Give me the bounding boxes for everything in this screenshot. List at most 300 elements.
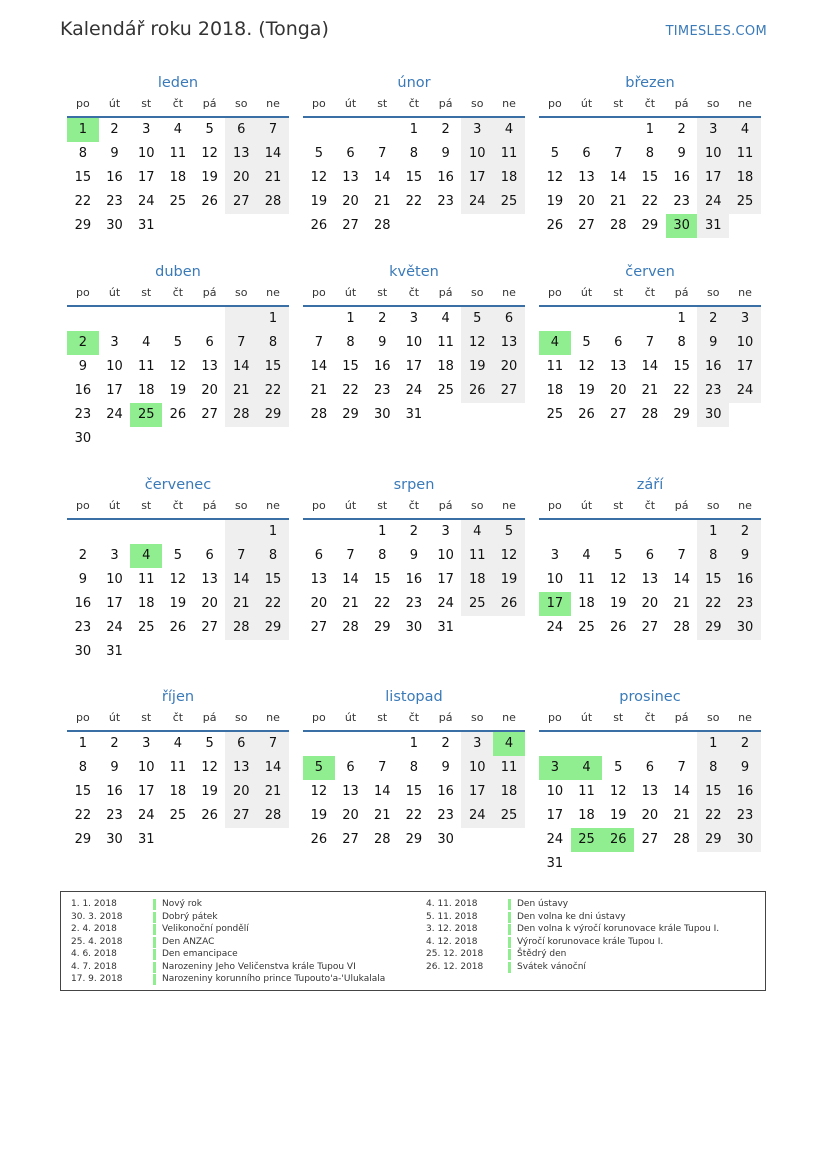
week-row (539, 355, 761, 379)
empty-day-cell (634, 520, 666, 544)
week-row (67, 804, 289, 828)
day-cell: 1 (257, 307, 289, 331)
legend-color-marker (508, 924, 511, 935)
day-cell: 16 (106, 170, 123, 185)
day-cell: 16 (106, 784, 123, 799)
legend-item (71, 923, 385, 936)
legend-date: 4. 11. 2018 (426, 899, 478, 909)
day-cell: 25 (729, 190, 761, 214)
weekday-label: út (108, 711, 121, 724)
weekday-label: ne (266, 711, 280, 724)
day-cell: 25 (169, 194, 187, 209)
day-cell: 5 (614, 548, 623, 563)
weekday-header (67, 283, 289, 307)
week-row (303, 379, 525, 403)
month-5 (303, 261, 525, 427)
weekday-label: st (141, 499, 152, 512)
day-cell: 26 (609, 620, 627, 635)
week-row (67, 640, 289, 664)
legend-holiday-name: Výročí korunovace krále Tupou I. (517, 936, 664, 947)
weekday-label: so (707, 499, 720, 512)
day-cell: 23 (405, 596, 423, 611)
day-cell: 23 (106, 808, 123, 823)
month-name: srpen (393, 477, 435, 493)
day-cell: 26 (310, 218, 328, 233)
day-cell: 4 (441, 311, 450, 326)
day-cell: 6 (346, 760, 355, 775)
week-row (67, 403, 289, 427)
day-cell: 13 (225, 756, 257, 780)
weekday-label: so (235, 499, 248, 512)
legend-column-right (426, 898, 719, 973)
day-cell: 22 (74, 808, 92, 823)
legend-color-marker (508, 937, 511, 948)
day-cell: 19 (609, 808, 627, 823)
week-row (67, 616, 289, 640)
day-cell: 17 (729, 355, 761, 379)
day-cell: 30 (74, 644, 92, 659)
day-cell: 10 (137, 760, 155, 775)
weekday-header (67, 496, 289, 520)
day-cell: 21 (373, 194, 391, 209)
day-cell: 29 (342, 407, 359, 422)
day-cell: 11 (137, 572, 155, 587)
legend-item (71, 898, 385, 911)
day-cell: 5 (493, 520, 525, 544)
weekday-header (539, 94, 761, 118)
day-cell: 31 (697, 214, 729, 238)
day-cell: 30 (437, 832, 454, 847)
day-cell: 16 (437, 170, 454, 185)
weekday-label: út (344, 711, 357, 724)
weekday-label: ne (266, 499, 280, 512)
week-row (67, 756, 289, 780)
legend-holiday-name: Dobrý pátek (162, 911, 218, 922)
day-cell: 29 (74, 218, 92, 233)
weekday-label: po (311, 499, 326, 512)
day-cell: 20 (641, 596, 659, 611)
week-row (67, 307, 289, 331)
week-row (303, 142, 525, 166)
month-name: říjen (161, 689, 195, 705)
month-name: květen (389, 264, 439, 280)
legend-color-marker (508, 912, 511, 923)
day-cell: 15 (74, 784, 92, 799)
day-cell: 16 (673, 170, 690, 185)
day-cell: 24 (137, 808, 155, 823)
day-cell: 11 (137, 359, 155, 374)
weekday-label: pá (202, 97, 217, 110)
weekday-label: so (471, 286, 484, 299)
legend-color-marker (153, 937, 156, 948)
day-cell: 28 (225, 616, 257, 640)
day-cell: 17 (106, 596, 123, 611)
weekday-header (303, 94, 525, 118)
weekday-label: st (377, 97, 388, 110)
day-cell: 9 (78, 359, 87, 374)
day-cell: 3 (461, 732, 493, 756)
day-cell: 23 (437, 808, 454, 823)
day-cell: 7 (378, 146, 387, 161)
day-cell: 9 (378, 335, 387, 350)
legend-date: 2. 4. 2018 (71, 924, 117, 934)
day-cell: 18 (169, 784, 187, 799)
day-cell: 31 (405, 407, 423, 422)
day-cell: 25 (578, 620, 595, 635)
day-cell: 2 (441, 736, 450, 751)
day-cell: 27 (641, 620, 659, 635)
day-cell: 17 (461, 780, 493, 804)
day-cell: 1 (257, 520, 289, 544)
day-cell: 5 (205, 736, 214, 751)
day-cell: 1 (346, 311, 355, 326)
day-cell: 11 (578, 572, 595, 587)
week-row (303, 592, 525, 616)
day-cell: 10 (697, 142, 729, 166)
day-cell: 5 (173, 335, 183, 350)
day-cell: 10 (546, 784, 564, 799)
day-cell: 3 (142, 122, 151, 137)
day-cell: 20 (342, 808, 359, 823)
weekday-label: ne (502, 499, 516, 512)
holiday-day-cell: 3 (539, 756, 571, 780)
day-cell: 16 (74, 383, 92, 398)
day-cell: 25 (493, 190, 525, 214)
day-cell: 3 (110, 548, 119, 563)
day-cell: 18 (137, 596, 155, 611)
week-row (303, 214, 525, 238)
week-row (303, 520, 525, 544)
weekday-label: čt (172, 286, 184, 299)
holiday-day-cell: 4 (493, 732, 525, 756)
day-cell: 6 (645, 548, 655, 563)
day-cell: 28 (609, 218, 627, 233)
holiday-day-cell: 17 (539, 592, 571, 616)
empty-day-cell (130, 520, 162, 544)
empty-day-cell (67, 520, 99, 544)
day-cell: 12 (310, 784, 328, 799)
day-cell: 30 (373, 407, 391, 422)
weekday-label: čt (408, 286, 420, 299)
week-row (539, 166, 761, 190)
day-cell: 5 (314, 146, 323, 161)
day-cell: 23 (729, 592, 761, 616)
day-cell: 14 (310, 359, 328, 374)
weekday-label: čt (408, 97, 420, 110)
weekday-label: ne (502, 286, 516, 299)
weekday-label: pá (438, 286, 453, 299)
day-cell: 24 (729, 379, 761, 403)
day-cell: 8 (378, 548, 387, 563)
day-cell: 17 (106, 383, 123, 398)
week-row (539, 780, 761, 804)
legend-color-marker (508, 962, 511, 973)
day-cell: 7 (257, 732, 289, 756)
weekday-label: pá (438, 97, 453, 110)
day-cell: 28 (257, 804, 289, 828)
day-cell: 18 (461, 568, 493, 592)
empty-day-cell (539, 732, 571, 756)
day-cell: 13 (342, 784, 359, 799)
weekday-label: ne (738, 499, 752, 512)
day-cell: 27 (493, 379, 525, 403)
month-name: červenec (144, 477, 212, 493)
month-name: únor (397, 75, 431, 91)
day-cell: 25 (546, 407, 564, 422)
month-3 (539, 72, 761, 238)
day-cell: 6 (493, 307, 525, 331)
weekday-header (539, 496, 761, 520)
day-cell: 29 (74, 832, 92, 847)
day-cell: 4 (582, 548, 591, 563)
day-cell: 30 (729, 828, 761, 852)
month-8 (303, 474, 525, 640)
empty-day-cell (303, 307, 335, 331)
day-cell: 7 (677, 760, 686, 775)
week-row (539, 568, 761, 592)
day-cell: 27 (578, 218, 595, 233)
day-cell: 10 (437, 548, 454, 563)
month-6 (539, 261, 761, 427)
day-cell: 7 (225, 544, 257, 568)
empty-day-cell (634, 307, 666, 331)
day-cell: 12 (310, 170, 328, 185)
day-cell: 6 (314, 548, 323, 563)
day-cell: 18 (169, 170, 187, 185)
week-row (67, 520, 289, 544)
day-cell: 12 (493, 544, 525, 568)
day-cell: 17 (137, 170, 155, 185)
empty-day-cell (571, 307, 603, 331)
day-cell: 8 (257, 544, 289, 568)
legend-item (71, 911, 385, 924)
empty-day-cell (602, 307, 634, 331)
legend-color-marker (153, 899, 156, 910)
day-cell: 16 (373, 359, 391, 374)
week-row (67, 166, 289, 190)
weekday-label: út (108, 499, 121, 512)
day-cell: 3 (729, 307, 761, 331)
day-cell: 9 (697, 331, 729, 355)
week-row (539, 118, 761, 142)
month-10 (67, 686, 289, 852)
page-title: Kalendář roku 2018. (Tonga) (60, 18, 329, 40)
day-cell: 13 (310, 572, 328, 587)
day-cell: 23 (74, 620, 92, 635)
day-cell: 8 (409, 760, 419, 775)
day-cell: 10 (137, 146, 155, 161)
day-cell: 27 (201, 407, 218, 422)
weekday-label: ne (502, 711, 516, 724)
day-cell: 30 (405, 620, 423, 635)
day-cell: 7 (677, 548, 686, 563)
day-cell: 9 (110, 760, 119, 775)
week-row (303, 804, 525, 828)
legend-color-marker (153, 924, 156, 935)
day-cell: 14 (609, 170, 627, 185)
legend-color-marker (153, 962, 156, 973)
day-cell: 20 (225, 166, 257, 190)
day-cell: 14 (342, 572, 359, 587)
day-cell: 12 (461, 331, 493, 355)
day-cell: 13 (493, 331, 525, 355)
week-row (67, 214, 289, 238)
day-cell: 11 (461, 544, 493, 568)
day-cell: 17 (405, 359, 423, 374)
month-12 (539, 686, 761, 876)
week-row (303, 616, 525, 640)
day-cell: 28 (373, 218, 391, 233)
legend-date: 4. 12. 2018 (426, 936, 478, 947)
weekday-label: po (547, 711, 562, 724)
day-cell: 24 (461, 190, 493, 214)
day-cell: 29 (373, 620, 391, 635)
week-row (67, 732, 289, 756)
week-row (67, 118, 289, 142)
day-cell: 24 (137, 194, 155, 209)
legend-date: 26. 12. 2018 (426, 961, 484, 972)
day-cell: 11 (169, 760, 187, 775)
day-cell: 17 (437, 572, 454, 587)
day-cell: 11 (493, 142, 525, 166)
day-cell: 15 (373, 572, 391, 587)
month-name: březen (625, 75, 675, 91)
legend-holiday-name: Den ANZAC (162, 936, 215, 947)
week-row (539, 804, 761, 828)
week-row (67, 331, 289, 355)
day-cell: 18 (546, 383, 564, 398)
weekday-label: po (75, 97, 90, 110)
day-cell: 13 (201, 572, 218, 587)
day-cell: 15 (405, 784, 423, 799)
day-cell: 14 (257, 142, 289, 166)
week-row (303, 355, 525, 379)
day-cell: 13 (342, 170, 359, 185)
day-cell: 24 (405, 383, 423, 398)
legend-item (426, 961, 719, 974)
day-cell: 17 (137, 784, 155, 799)
week-row (67, 544, 289, 568)
day-cell: 6 (645, 760, 655, 775)
day-cell: 22 (373, 596, 391, 611)
month-name: září (636, 477, 664, 493)
day-cell: 11 (169, 146, 187, 161)
weekday-label: pá (202, 711, 217, 724)
legend-item (71, 948, 385, 961)
day-cell: 4 (493, 118, 525, 142)
legend-holiday-name: Nový rok (162, 899, 202, 909)
weekday-label: pá (202, 499, 217, 512)
day-cell: 13 (609, 359, 627, 374)
weekday-label: ne (266, 97, 280, 110)
day-cell: 4 (729, 118, 761, 142)
day-cell: 25 (169, 808, 187, 823)
day-cell: 10 (546, 572, 564, 587)
weekday-label: út (580, 711, 593, 724)
day-cell: 2 (677, 122, 686, 137)
day-cell: 1 (378, 524, 387, 539)
week-row (539, 544, 761, 568)
day-cell: 22 (641, 194, 659, 209)
day-cell: 22 (405, 808, 423, 823)
day-cell: 18 (493, 166, 525, 190)
day-cell: 19 (310, 808, 328, 823)
day-cell: 12 (546, 170, 564, 185)
day-cell: 6 (205, 335, 214, 350)
weekday-header (539, 708, 761, 732)
day-cell: 16 (729, 568, 761, 592)
day-cell: 31 (106, 644, 123, 659)
holiday-day-cell: 1 (67, 118, 99, 142)
day-cell: 19 (201, 170, 218, 185)
day-cell: 3 (142, 736, 151, 751)
day-cell: 22 (405, 194, 423, 209)
legend-date: 30. 3. 2018 (71, 911, 123, 922)
day-cell: 2 (78, 548, 87, 563)
day-cell: 15 (641, 170, 659, 185)
day-cell: 25 (437, 383, 454, 398)
day-cell: 9 (677, 146, 686, 161)
day-cell: 13 (641, 784, 659, 799)
weekday-label: po (311, 286, 326, 299)
weekday-label: ne (738, 286, 752, 299)
day-cell: 19 (310, 194, 328, 209)
weekday-label: ne (502, 97, 516, 110)
day-cell: 27 (225, 190, 257, 214)
day-cell: 1 (677, 311, 686, 326)
legend-item (71, 936, 385, 949)
weekday-label: pá (202, 286, 217, 299)
day-cell: 16 (405, 572, 423, 587)
day-cell: 30 (106, 218, 123, 233)
day-cell: 23 (729, 804, 761, 828)
day-cell: 23 (673, 194, 690, 209)
day-cell: 6 (205, 548, 214, 563)
day-cell: 10 (106, 359, 123, 374)
brand-link[interactable]: TIMESLES.COM (665, 24, 767, 39)
day-cell: 13 (225, 142, 257, 166)
day-cell: 15 (405, 170, 423, 185)
day-cell: 22 (673, 383, 690, 398)
legend-color-marker (508, 949, 511, 960)
day-cell: 31 (437, 620, 454, 635)
day-cell: 28 (342, 620, 359, 635)
day-cell: 28 (257, 190, 289, 214)
legend-holiday-name: Štědrý den (517, 949, 567, 959)
weekday-header (303, 496, 525, 520)
week-row (67, 190, 289, 214)
day-cell: 21 (225, 592, 257, 616)
day-cell: 27 (609, 407, 627, 422)
week-row (303, 544, 525, 568)
day-cell: 5 (550, 146, 559, 161)
day-cell: 26 (493, 592, 525, 616)
month-1 (67, 72, 289, 238)
weekday-label: ne (266, 286, 280, 299)
weekday-label: út (108, 286, 121, 299)
day-cell: 28 (673, 832, 690, 847)
month-4 (67, 261, 289, 451)
weekday-label: st (141, 286, 152, 299)
day-cell: 5 (205, 122, 214, 137)
weekday-label: út (344, 286, 357, 299)
day-cell: 9 (110, 146, 119, 161)
weekday-label: pá (438, 499, 453, 512)
day-cell: 11 (578, 784, 595, 799)
day-cell: 2 (110, 736, 119, 751)
day-cell: 26 (310, 832, 328, 847)
week-row (303, 331, 525, 355)
